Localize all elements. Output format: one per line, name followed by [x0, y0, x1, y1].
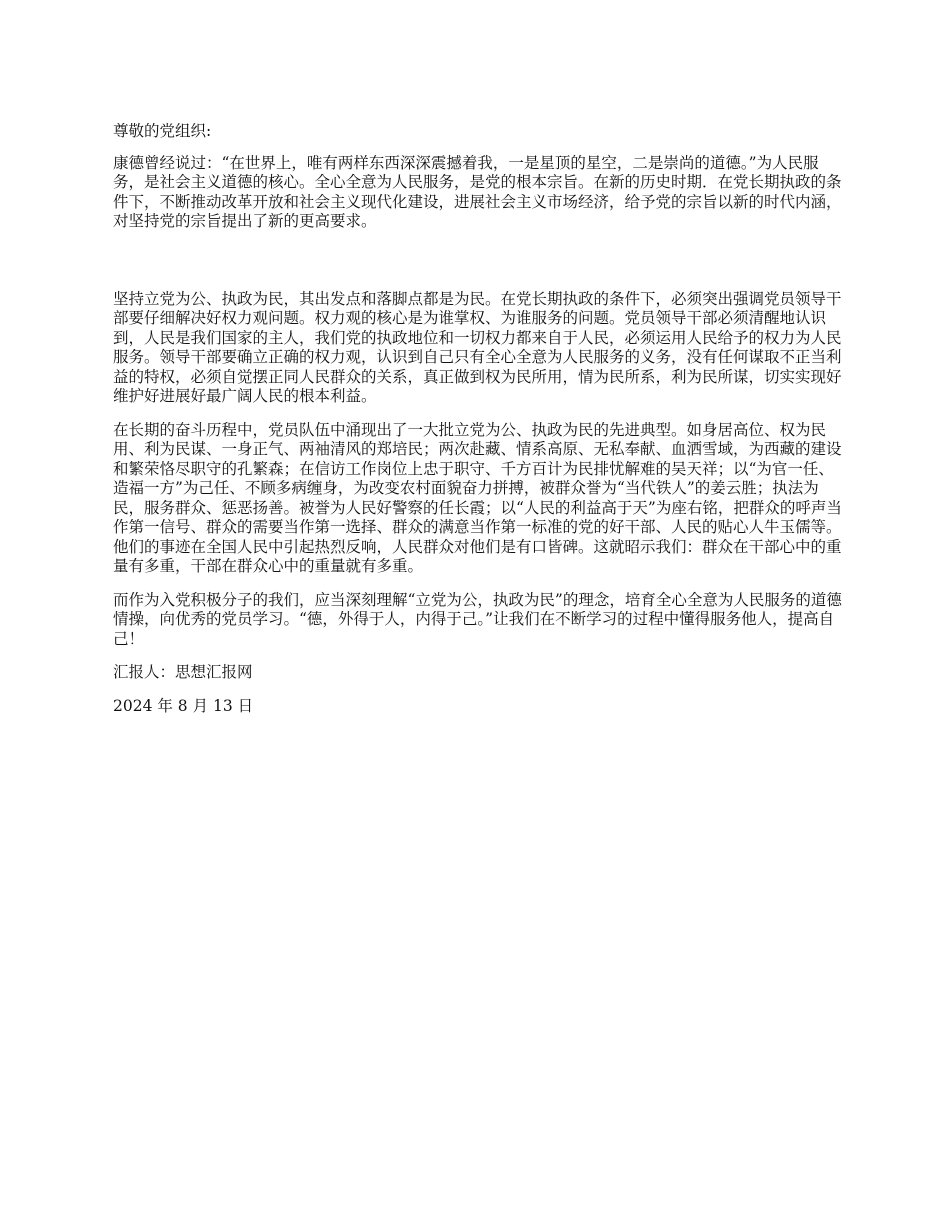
date-line: 2024 年 8 月 13 日 [113, 696, 254, 715]
greeting: 尊敬的党组织: [113, 122, 212, 140]
letter-body [113, 122, 843, 716]
paragraph-3: 在长期的奋斗历程中，党员队伍中涌现出了一大批立党为公、执政为民的先进典型。如身居高位、权为民用、利为民谋、一身正气、两袖清风的郑培民；两次赴藏、情系高原、无私奉献、血洒雪域，为西藏的建设和繁荣恪尽职守的孔繁森；在信访工作岗位上忠于职守、千方百计为民排忧解难的吴天祥；以“为官一任、造福一方”为己任、不顾多病缠身，为改变农村面貌奋力拼搏，被群众誉为“当代铁人”的姜云胜；执法为民，服务群众、惩恶扬善。被誉为人民好警察的任长霞；以“人民的利益高于天”为座右铭，把群众的呼声当作第一信号、群众的需要当作第一选择、群众的满意当作第一标准的党的好干部、人民的贴心人牛玉儒等。他们的事迹在全国人民中引起热烈反响，人民群众对他们是有口皆碑。这就昭示我们：群众在干部心中的重量有多重，干部在群众心中的重量就有多重。 [113, 420, 842, 575]
paragraph-2: 坚持立党为公、执政为民，其出发点和落脚点都是为民。在党长期执政的条件下，必须突出强调党员领导干部要仔细解决好权力观问题。权力观的核心是为谁掌权、为谁服务的问题。党员领导干部必须清醒地认识到，人民是我们国家的主人，我们党的执政地位和一切权力都来自于人民，必须运用人民给予的权力为人民服务。领导干部要确立正确的权力观，认识到自己只有全心全意为人民服务的义务，没有任何谋取不正当利益的特权，必须自觉摆正同人民群众的关系，真正做到权为民所用，情为民所系，利为民所谋，切实实现好维护好进展好最广阔人民的根本利益。 [113, 289, 842, 405]
signature-line: 汇报人：思想汇报网 [113, 663, 253, 681]
paragraph-4: 而作为入党积极分子的我们，应当深刻理解“立党为公，执政为民”的理念，培育全心全意为人民服务的道德情操，向优秀的党员学习。“德，外得于人，内得于己。”让我们在不断学习的过程中懂得服务他人，提高自己！ [113, 590, 842, 648]
paragraph-1: 康德曾经说过：“在世界上，唯有两样东西深深震撼着我，一是星顶的星空，二是崇尚的道德。”为人民服务，是社会主义道德的核心。全心全意为人民服务，是党的根本宗旨。在新的历史时期．在党长期执政的条件下，不断推动改革开放和社会主义现代化建设，进展社会主义市场经济，给予党的宗旨以新的时代内涵，对坚持党的宗旨提出了新的更高要求。 [113, 153, 842, 230]
